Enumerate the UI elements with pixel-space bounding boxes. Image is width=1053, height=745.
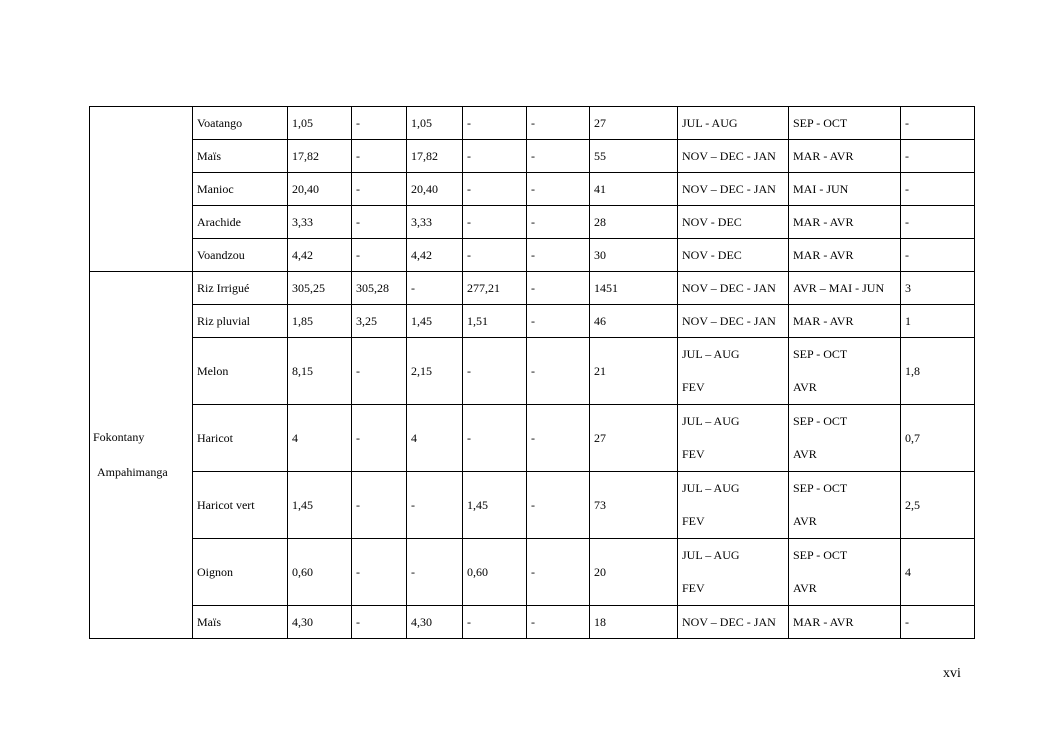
table-row xyxy=(90,140,975,173)
table-cell: - xyxy=(352,606,407,639)
table-cell: 55 xyxy=(590,140,678,173)
table-row xyxy=(90,472,975,539)
table-cell: NOV - DEC xyxy=(678,239,789,272)
table-cell: - xyxy=(463,206,527,239)
table-cell: Riz Irrigué xyxy=(193,272,288,305)
table-cell: Voatango xyxy=(193,107,288,140)
table-cell: 20,40 xyxy=(288,173,352,206)
table-cell: 3 xyxy=(901,272,975,305)
table-cell: - xyxy=(527,606,590,639)
table-cell: - xyxy=(527,272,590,305)
cell-line: FEV xyxy=(682,380,705,394)
table-cell: 21 xyxy=(590,338,678,405)
table-cell: 305,28 xyxy=(352,272,407,305)
table-cell: 0,7 xyxy=(901,405,975,472)
table-cell-multiline xyxy=(789,405,901,472)
table-cell: 41 xyxy=(590,173,678,206)
table-row xyxy=(90,338,975,405)
table-cell: Haricot vert xyxy=(193,472,288,539)
cell-line: AVR xyxy=(793,380,817,394)
table-cell: 1451 xyxy=(590,272,678,305)
table-cell: - xyxy=(352,206,407,239)
table-row xyxy=(90,107,975,140)
table-cell: 73 xyxy=(590,472,678,539)
cell-line: SEP - OCT xyxy=(793,414,848,428)
page-number: xvi xyxy=(943,666,961,681)
table-row xyxy=(90,539,975,606)
table-cell: MAR - AVR xyxy=(789,606,901,639)
table-cell: NOV – DEC - JAN xyxy=(678,140,789,173)
table-cell: 3,33 xyxy=(407,206,463,239)
table-cell: 305,25 xyxy=(288,272,352,305)
table-cell: 17,82 xyxy=(288,140,352,173)
table-cell: 46 xyxy=(590,305,678,338)
table-cell: MAR - AVR xyxy=(789,140,901,173)
table-cell: 3,33 xyxy=(288,206,352,239)
table-cell: MAR - AVR xyxy=(789,305,901,338)
table-cell: 277,21 xyxy=(463,272,527,305)
table-cell: Maïs xyxy=(193,606,288,639)
cell-line: SEP - OCT xyxy=(793,481,848,495)
table-cell: - xyxy=(463,173,527,206)
table-row xyxy=(90,206,975,239)
table-cell: - xyxy=(463,405,527,472)
cell-line: JUL – AUG xyxy=(682,347,740,361)
location-name: Ampahimanga xyxy=(97,465,168,479)
table-cell: - xyxy=(352,472,407,539)
cell-line: SEP - OCT xyxy=(793,347,848,361)
table-cell: - xyxy=(527,107,590,140)
cell-line: AVR xyxy=(793,447,817,461)
table-cell: NOV – DEC - JAN xyxy=(678,173,789,206)
table-cell: 8,15 xyxy=(288,338,352,405)
table-cell: - xyxy=(901,140,975,173)
crop-table xyxy=(89,106,975,639)
table-cell: - xyxy=(527,140,590,173)
cell-line: FEV xyxy=(682,514,705,528)
table-cell: - xyxy=(527,305,590,338)
table-cell: - xyxy=(352,107,407,140)
table-cell: - xyxy=(463,107,527,140)
cell-line: AVR xyxy=(793,581,817,595)
table-row xyxy=(90,239,975,272)
table-cell: 1 xyxy=(901,305,975,338)
table-cell: Voandzou xyxy=(193,239,288,272)
table-cell: Maïs xyxy=(193,140,288,173)
table-cell: Haricot xyxy=(193,405,288,472)
table-cell: NOV - DEC xyxy=(678,206,789,239)
table-cell: 4,42 xyxy=(288,239,352,272)
table-cell: Oignon xyxy=(193,539,288,606)
table-cell-multiline xyxy=(678,539,789,606)
location-cell xyxy=(90,272,193,639)
table-cell: JUL - AUG xyxy=(678,107,789,140)
empty-location-cell xyxy=(90,107,193,272)
table-cell: - xyxy=(527,173,590,206)
table-cell: SEP - OCT xyxy=(789,107,901,140)
table-cell: 4 xyxy=(288,405,352,472)
cell-line: FEV xyxy=(682,447,705,461)
table-cell-multiline xyxy=(789,338,901,405)
table-cell: 1,45 xyxy=(288,472,352,539)
table-cell: Riz pluvial xyxy=(193,305,288,338)
table-cell: - xyxy=(352,140,407,173)
table-cell: 1,05 xyxy=(288,107,352,140)
cell-line: JUL – AUG xyxy=(682,414,740,428)
table-cell: - xyxy=(901,206,975,239)
table-cell: - xyxy=(463,606,527,639)
table-cell: 28 xyxy=(590,206,678,239)
table-cell: 0,60 xyxy=(463,539,527,606)
table-cell: MAI - JUN xyxy=(789,173,901,206)
table-cell-multiline xyxy=(678,472,789,539)
table-row xyxy=(90,272,975,305)
table-cell: Arachide xyxy=(193,206,288,239)
table-cell: - xyxy=(901,239,975,272)
table-cell: - xyxy=(527,539,590,606)
table-cell: 1,05 xyxy=(407,107,463,140)
table-cell: Melon xyxy=(193,338,288,405)
table-cell: 20 xyxy=(590,539,678,606)
table-cell: 27 xyxy=(590,405,678,472)
table-cell: 1,45 xyxy=(463,472,527,539)
table-cell: - xyxy=(352,338,407,405)
table-cell: 1,45 xyxy=(407,305,463,338)
table-cell: - xyxy=(352,173,407,206)
table-cell: 4 xyxy=(901,539,975,606)
table-cell: - xyxy=(352,239,407,272)
table-cell-multiline xyxy=(678,405,789,472)
table-body xyxy=(90,107,975,639)
table-cell: - xyxy=(527,239,590,272)
table-cell: - xyxy=(407,539,463,606)
table-cell: - xyxy=(527,472,590,539)
cell-line: JUL – AUG xyxy=(682,481,740,495)
table-cell: - xyxy=(527,405,590,472)
cell-line: FEV xyxy=(682,581,705,595)
table-cell: 4,30 xyxy=(407,606,463,639)
table-cell: 20,40 xyxy=(407,173,463,206)
table-cell: NOV – DEC - JAN xyxy=(678,305,789,338)
table-cell: 1,8 xyxy=(901,338,975,405)
location-label: Fokontany xyxy=(93,430,145,444)
table-cell: MAR - AVR xyxy=(789,206,901,239)
table-cell: MAR - AVR xyxy=(789,239,901,272)
table-cell: NOV – DEC - JAN xyxy=(678,272,789,305)
table-cell: 4,42 xyxy=(407,239,463,272)
table-cell: - xyxy=(407,272,463,305)
table-cell-multiline xyxy=(789,539,901,606)
table-cell: 4 xyxy=(407,405,463,472)
table-cell: - xyxy=(352,539,407,606)
table-cell: - xyxy=(527,206,590,239)
cell-line: JUL – AUG xyxy=(682,548,740,562)
table-cell: - xyxy=(901,173,975,206)
cell-line: AVR xyxy=(793,514,817,528)
table-cell: 17,82 xyxy=(407,140,463,173)
table-cell: - xyxy=(352,405,407,472)
table-cell: 0,60 xyxy=(288,539,352,606)
table-cell-multiline xyxy=(678,338,789,405)
table-cell: - xyxy=(901,107,975,140)
table-cell: 30 xyxy=(590,239,678,272)
table-cell: 3,25 xyxy=(352,305,407,338)
table-cell-multiline xyxy=(789,472,901,539)
table-cell: 2,15 xyxy=(407,338,463,405)
table-cell: 1,51 xyxy=(463,305,527,338)
table-cell: 18 xyxy=(590,606,678,639)
table-cell: - xyxy=(463,239,527,272)
table-cell: 27 xyxy=(590,107,678,140)
table-cell: 4,30 xyxy=(288,606,352,639)
table-cell: - xyxy=(463,338,527,405)
table-cell: NOV – DEC - JAN xyxy=(678,606,789,639)
table-cell: 2,5 xyxy=(901,472,975,539)
table-row xyxy=(90,405,975,472)
table-cell: - xyxy=(527,338,590,405)
table-cell: AVR – MAI - JUN xyxy=(789,272,901,305)
table-cell: Manioc xyxy=(193,173,288,206)
cell-line: SEP - OCT xyxy=(793,548,848,562)
table-cell: - xyxy=(463,140,527,173)
table-row xyxy=(90,305,975,338)
table-row xyxy=(90,606,975,639)
table-row xyxy=(90,173,975,206)
table-cell: - xyxy=(407,472,463,539)
table-cell: - xyxy=(901,606,975,639)
table-cell: 1,85 xyxy=(288,305,352,338)
